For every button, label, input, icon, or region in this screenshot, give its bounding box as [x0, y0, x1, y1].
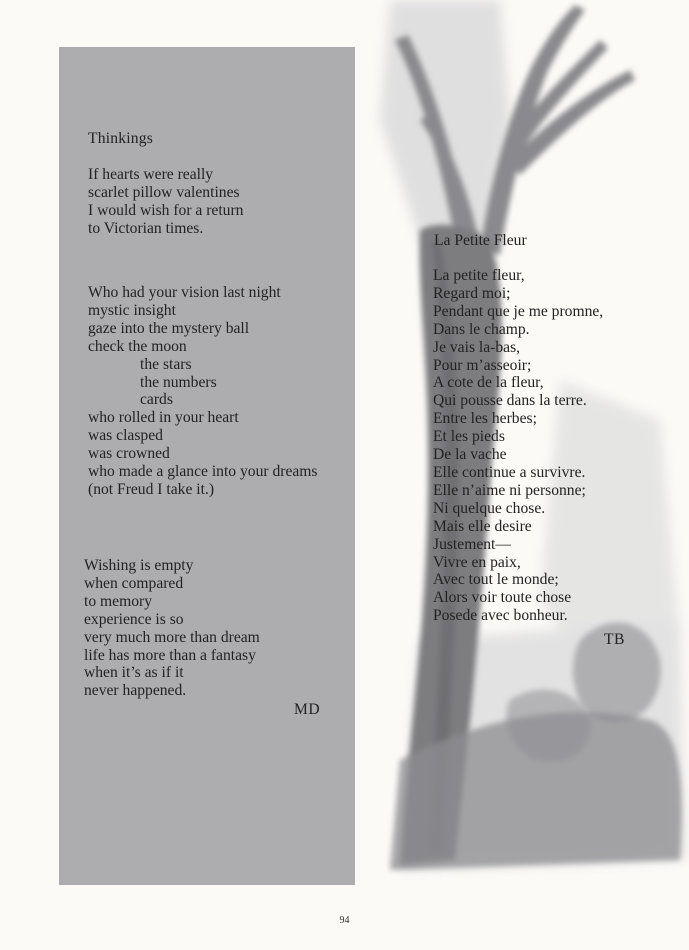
poem-line: I would wish for a return	[88, 201, 244, 219]
poem-line: Et les pieds	[433, 428, 505, 446]
poem-line: Qui pousse dans la terre.	[433, 392, 587, 410]
poem-line: Pour m’asseoir;	[433, 356, 532, 374]
signature-md: MD	[294, 701, 321, 718]
poem-thinkings-stanza	[88, 166, 243, 238]
poem-line: Avec tout le monde;	[433, 571, 559, 589]
poem-line: Posede avec bonheur.	[433, 607, 568, 625]
poem-line: Ni quelque chose.	[433, 499, 546, 517]
poem-line: gaze into the mystery ball	[88, 319, 250, 337]
poem-line: when it’s as if it	[84, 664, 184, 682]
poem-title-thinkings: Thinkings	[88, 130, 154, 147]
poem-line: A cote de la fleur,	[433, 374, 544, 392]
poem-title-la-petite-fleur: La Petite Fleur	[434, 232, 527, 249]
poem-line: Regard moi;	[433, 284, 511, 302]
poem-line: Justement—	[433, 535, 511, 553]
poem-line: De la vache	[433, 446, 507, 464]
poem-line: experience is so	[84, 610, 184, 628]
poem-line: mystic insight	[88, 301, 176, 319]
poem-line: check the moon	[88, 337, 187, 355]
poem-wishing-stanza	[84, 557, 260, 700]
poem-line: the numbers	[140, 373, 217, 391]
poem-line: La petite fleur,	[433, 267, 525, 284]
poem-line: who rolled in your heart	[88, 409, 239, 427]
poem-line: the stars	[140, 355, 192, 373]
poem-line: Dans le champ.	[433, 320, 530, 338]
page-number: 94	[339, 915, 350, 926]
poem-line: Je vais la-bas,	[433, 338, 521, 356]
poem-line: Pendant que je me promne,	[433, 302, 604, 320]
poem-line: Alors voir toute chose	[433, 589, 572, 607]
signature-tb: TB	[604, 631, 625, 648]
poem-vision-stanza	[88, 284, 318, 499]
poem-line: Who had your vision last night	[88, 284, 281, 301]
poem-line: Wishing is empty	[84, 557, 194, 574]
poem-line: to memory	[84, 592, 152, 610]
poem-line: (not Freud I take it.)	[88, 480, 215, 498]
poem-line: If hearts were really	[88, 166, 214, 183]
poem-la-petite-fleur	[433, 267, 603, 625]
poem-line: scarlet pillow valentines	[88, 183, 240, 201]
poem-line: when compared	[84, 574, 184, 592]
poem-line: cards	[140, 391, 173, 409]
poem-line: was clasped	[88, 427, 163, 445]
poem-line: was crowned	[88, 445, 170, 463]
poem-line: to Victorian times.	[88, 219, 204, 237]
poem-line: Mais elle desire	[433, 517, 532, 535]
poem-line: life has more than a fantasy	[84, 646, 256, 664]
poem-line: never happened.	[84, 682, 187, 700]
poem-line: who made a glance into your dreams	[88, 463, 318, 481]
poem-line: Vivre en paix,	[433, 553, 521, 571]
poem-line: Elle n’aime ni personne;	[433, 481, 586, 499]
poem-line: Entre les herbes;	[433, 410, 537, 428]
poem-line: Elle continue a survivre.	[433, 463, 586, 481]
poem-line: very much more than dream	[84, 628, 260, 646]
